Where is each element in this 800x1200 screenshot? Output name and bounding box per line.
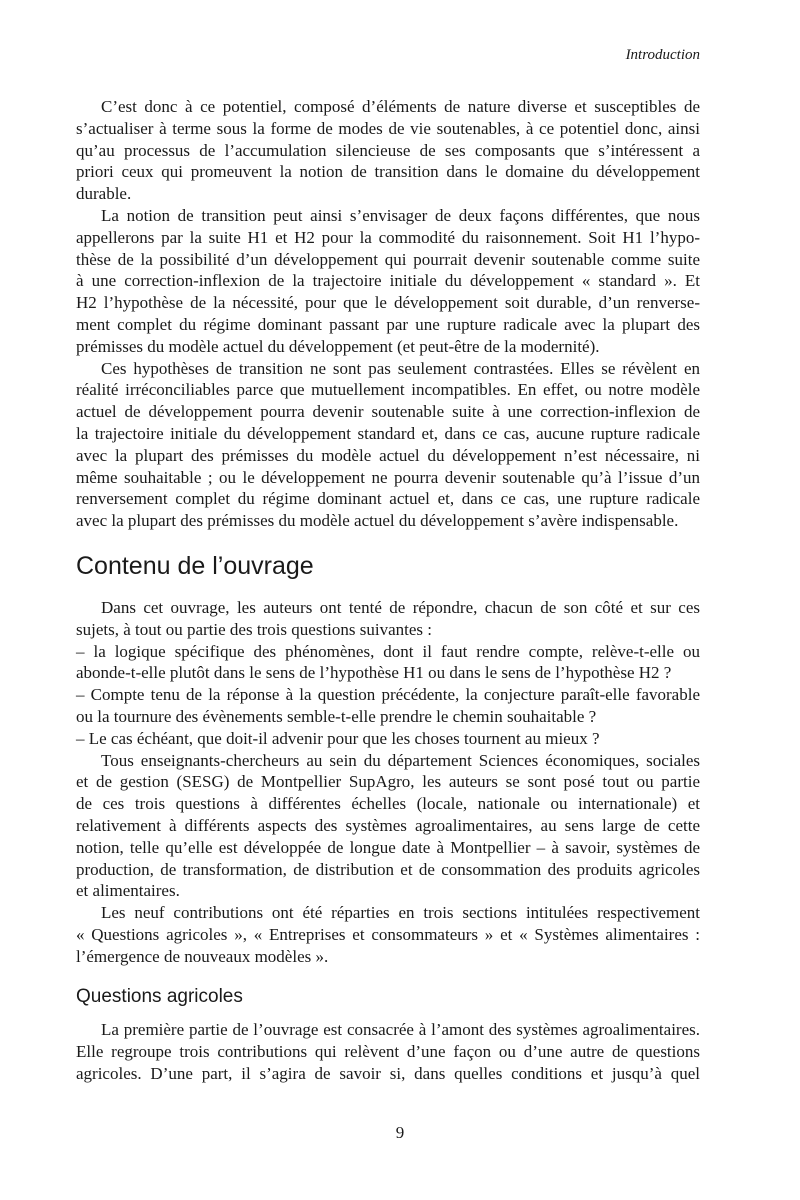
text-line: avec la plupart des prémisses du modèle actuel du développement s’avère indispensable. <box>76 511 679 531</box>
text-line: Dans cet ouvrage, les auteurs ont tenté de répondre, chacun de son côté et sur ces <box>101 598 700 617</box>
text-line: thèse de la possibilité d’un développement qui pourrait devenir soutenable comme suite <box>76 249 700 269</box>
text-line: production, de transformation, de distribution et de consommation des produits agricoles <box>76 859 700 879</box>
text-line: s’actualiser à terme sous la forme de modes de vie soutenables, à ce potentiel donc, ainsi <box>76 118 700 138</box>
text-line: priori ceux qui promeuvent la notion de transition dans le domaine du développement <box>76 162 700 182</box>
text-line: notion, telle qu’elle est développée de longue date à Montpellier – à savoir, systèmes de <box>76 837 700 857</box>
text-line: La notion de transition peut ainsi s’envisager de deux façons différentes, que nous <box>101 205 700 225</box>
text-line: la trajectoire initiale du développement standard et, dans ce cas, aucune rupture radicale <box>76 423 700 443</box>
text-line: relativement à différents aspects des systèmes agroalimentaires, au sens large de cette <box>76 815 700 835</box>
text-line: appellerons par la suite H1 et H2 pour la commodité du raisonnement. Soit H1 l’hypo- <box>76 227 700 247</box>
paragraph <box>76 597 700 641</box>
section-heading: Contenu de l’ouvrage <box>76 552 314 580</box>
section-intro-text <box>76 96 700 532</box>
text-line: durable. <box>76 184 132 204</box>
text-line: – Le cas échéant, que doit-il advenir pour que les choses tournent au mieux ? <box>76 728 600 748</box>
text-line: et de gestion (SESG) de Montpellier SupAgro, les auteurs se sont posé tout ou partie <box>76 772 700 792</box>
text-line: H2 l’hypothèse de la nécessité, pour que le développement soit durable, d’un renverse- <box>76 293 700 313</box>
paragraph <box>76 684 700 728</box>
text-line: qu’au processus de l’accumulation silencieuse de ses composants que s’intéressent a <box>76 140 700 160</box>
text-line: sujets, à tout ou partie des trois questions suivantes : <box>76 619 433 639</box>
section-contents-text <box>76 597 700 968</box>
paragraph <box>76 902 700 967</box>
text-line: l’émergence de nouveaux modèles ». <box>76 946 329 966</box>
text-line: Ces hypothèses de transition ne sont pas seulement contrastées. Elles se révèlent en <box>101 358 700 378</box>
subsection-text <box>76 1019 700 1084</box>
text-line: actuel de développement pourra devenir soutenable suite à une correction-inflexion de <box>76 402 700 422</box>
text-line: agricoles. D’une part, il s’agira de savoir si, dans quelles conditions et jusqu’à quel <box>76 1063 700 1083</box>
running-header: Introduction <box>625 47 700 63</box>
text-line: – Compte tenu de la réponse à la question précédente, la conjecture paraît-elle favorable <box>76 685 700 705</box>
text-line: à une correction-inflexion de la trajectoire initiale du développement « standard ». Et <box>76 271 700 291</box>
text-line: ment complet du régime dominant passant par une rupture radicale avec la plupart des <box>76 314 700 334</box>
paragraph <box>76 728 700 750</box>
text-line: réalité irréconciliables parce que mutuellement incompatibles. En effet, ou notre modèle <box>76 380 700 400</box>
text-line: prémisses du modèle actuel du développement (et peut-être de la modernité). <box>76 336 600 356</box>
text-line: Tous enseignants-chercheurs au sein du département Sciences économiques, sociales <box>101 750 700 770</box>
text-line: abonde-t-elle plutôt dans le sens de l’hypothèse H1 ou dans le sens de l’hypothèse H2 ? <box>76 663 672 683</box>
paragraph <box>76 641 700 685</box>
subsection-heading: Questions agricoles <box>76 986 243 1007</box>
text-line: même souhaitable ; ou le développement ne pourra devenir soutenable qu’à l’issue d’un <box>76 467 700 487</box>
text-line: C’est donc à ce potentiel, composé d’éléments de nature diverse et susceptibles de <box>101 97 700 116</box>
paragraph <box>76 358 700 532</box>
text-line: « Questions agricoles », « Entreprises et consommateurs » et « Systèmes alimentaires : <box>76 924 700 944</box>
paragraph <box>76 96 700 205</box>
text-line: – la logique spécifique des phénomènes, dont il faut rendre compte, relève-t-elle ou <box>76 641 700 661</box>
paragraph <box>76 1019 700 1084</box>
text-line: renversement complet du régime dominant actuel et, dans ce cas, une rupture radicale <box>76 489 700 509</box>
text-line: avec la plupart des prémisses du modèle actuel du développement n’est nécessaire, ni <box>76 445 700 465</box>
text-line: de ces trois questions à différentes échelles (locale, nationale ou internationale) et <box>76 794 700 814</box>
paragraph <box>76 750 700 903</box>
text-line: Elle regroupe trois contributions qui relèvent d’une façon ou d’une autre de questions <box>76 1041 700 1061</box>
text-line: Les neuf contributions ont été réparties en trois sections intitulées respectivement <box>101 903 700 923</box>
page-number: 9 <box>395 1123 405 1142</box>
paragraph <box>76 205 700 358</box>
text-line: La première partie de l’ouvrage est consacrée à l’amont des systèmes agroalimentaires. <box>101 1020 700 1039</box>
text-line: ou la tournure des évènements semble-t-elle prendre le chemin souhaitable ? <box>76 706 597 726</box>
text-line: et alimentaires. <box>76 881 180 901</box>
